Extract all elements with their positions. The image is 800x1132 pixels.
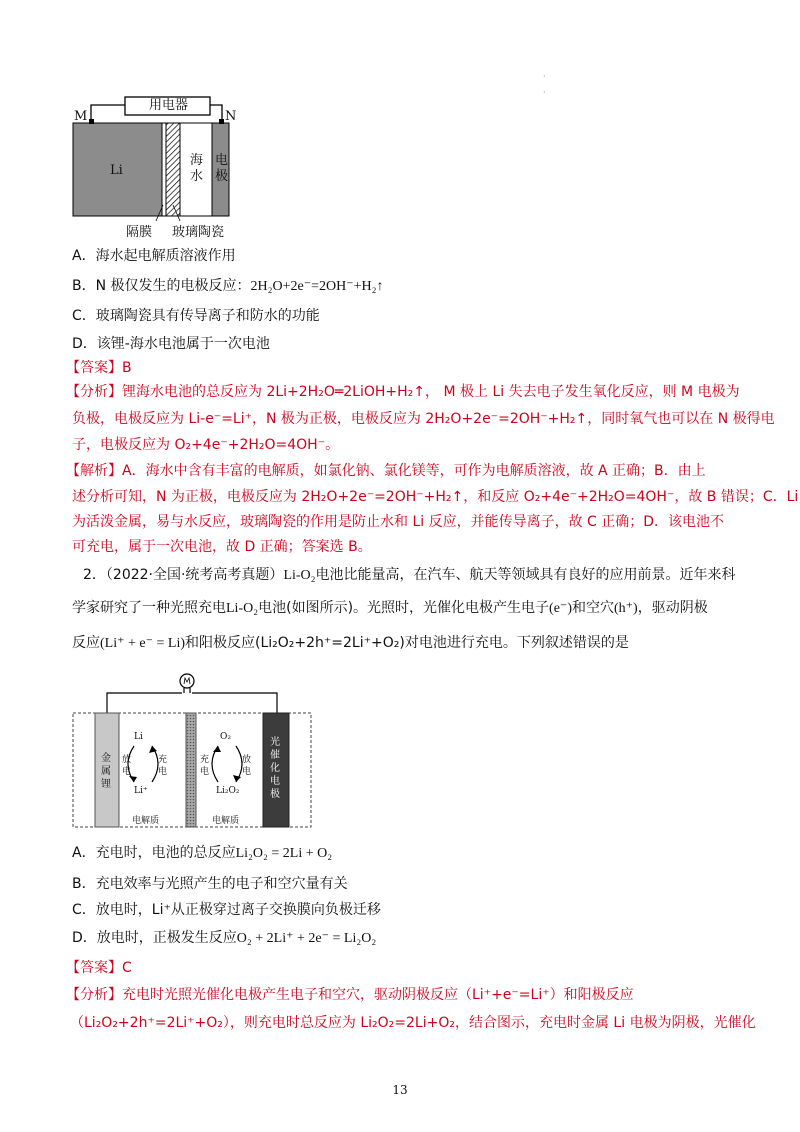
separator-label: 隔膜 [126,225,153,240]
q1-solution-line-1: 【解析】A．海水中含有丰富的电解质，如氯化钠、氯化镁等，可作为电解质溶液，故 A 正确；B．由上 [66,463,706,479]
q1-solution-line-2: 述分析可知，N 为正极，电极反应为 2H₂O+2e⁻=2OH⁻+H₂↑，和反应 O₂+4e⁻+2H₂O=4OH⁻，故 B 错误；C．Li [72,489,799,505]
q2-battery-formula-2: Li-O₂ [226,601,259,616]
electrolyte-label-left: 电解质 [132,816,160,826]
q2-stem-text-2d: ，驱动阴极 [637,600,708,616]
q2-option-a-equation: Li₂O₂ = 2Li + O₂ [235,846,333,861]
q2-battery-formula: Li-O₂ [283,568,316,583]
q2-option-d-text: D．放电时，正极发生反应 [72,930,237,946]
q1-answer: 【答案】B [66,360,132,376]
q1-analysis-line-1: 【分析】锂海水电池的总反应为 2Li+2H₂O═2LiOH+H₂↑， M 极上 Li 失去电子发生氧化反应，则 M 电极为 [66,384,740,400]
figure-li-o2-battery [72,666,312,834]
q2-analysis-line-2: （Li₂O₂+2h⁺=2Li⁺+O₂），则充电时总反应为 Li₂O₂=2Li+O₂，结合图示，充电时金属 Li 电极为阴极，光催化 [70,1015,756,1031]
o2-label: O₂ [220,732,231,742]
q2-stem-line-1 [83,565,736,586]
q2-source: 2．（2022·全国·统考高考真题） [83,567,284,583]
q1-analysis-line-2: 负极，电极反应为 Li-e⁻=Li⁺，N 极为正极，电极反应为 2H₂O+2e⁻=2OH⁻+H₂↑，同时氧气也可以在 N 极得电 [72,411,775,427]
q2-option-d [72,928,376,949]
q2-option-d-equation: O₂ + 2Li⁺ + 2e⁻ = Li₂O₂ [236,931,377,946]
li2o2-label: Li₂O₂ [216,786,240,796]
seawater-label: 海水 [190,153,204,184]
q1-option-b-equation: 2H₂O+2e⁻=2OH⁻+H₂↑ [250,279,384,294]
ceramic-label: 玻璃陶瓷 [172,225,225,240]
q2-option-a [72,843,332,864]
q2-stem-text-1: 电池比能量高，在汽车、航天等领域具有良好的应用前景。近年来科 [315,567,736,583]
figure-li-seawater-battery [60,95,250,240]
q2-option-b: B．充电效率与光照产生的电子和空穴量有关 [72,876,348,892]
q2-option-a-text: A．充电时，电池的总反应 [72,845,236,861]
q2-option-c: C．放电时，Li⁺从正极穿过离子交换膜向负极迁移 [72,902,381,918]
electrolyte-label-right: 电解质 [212,816,240,826]
charge-label-right: 充电 [200,755,210,777]
q2-stem-text-3a: 反应 [72,635,100,651]
q1-option-a: A．海水起电解质溶液作用 [72,248,236,264]
q2-stem-text-3b: 和阳极反应(Li₂O₂+2h⁺=2Li⁺+O₂)对电池进行充电。下列叙述错误的是 [185,635,629,651]
q2-analysis-line-1: 【分析】充电时光照光催化电极产生电子和空穴，驱动阴极反应（Li⁺+e⁻=Li⁺）和阳极反应 [66,987,634,1003]
discharge-label-left: 放电 [122,755,132,777]
photo-electrode-label: 光催化电极 [270,737,280,800]
discharge-label-right: 放电 [242,755,252,777]
q1-solution-line-3: 为活泼金属，易与水反应，玻璃陶瓷的作用是防止水和 Li 反应，并能传导离子，故 C 正确；D．该电池不 [72,514,725,530]
q2-stem-line-2 [72,598,708,619]
page-number: 13 [392,1083,408,1097]
device-label: 用电器 [148,98,188,113]
q2-stem-text-2c: 和空穴 [571,600,614,616]
li-ion-label: Li⁺ [134,786,148,796]
q2-answer: 【答案】C [66,960,132,976]
li-label: Li [110,163,123,178]
q1-option-b [72,276,384,297]
q2-stem-text-2b: 电池(如图所示)。光照时，光催化电极产生电子 [258,600,550,616]
q1-option-c: C．玻璃陶瓷具有传导离子和防水的功能 [72,308,320,324]
electrode-label: 电极 [215,153,229,184]
q2-stem-line-3 [72,633,629,654]
q2-electron-symbol: (e⁻) [549,601,572,616]
header-marks: · · [543,72,546,97]
q1-analysis-line-3: 子，电极反应为 O₂+4e⁻+2H₂O=4OH⁻。 [72,437,340,453]
q1-option-b-text: B．N 极仅发生的电极反应： [72,278,251,294]
metal-lithium-label: 金属锂 [101,753,111,790]
terminal-n-label: N [225,109,237,124]
q2-stem-text-2a: 学家研究了一种光照充电 [72,600,226,616]
q1-solution-line-4: 可充电，属于一次电池，故 D 正确；答案选 B。 [72,539,372,555]
terminal-m-label: M [74,109,88,124]
q1-option-d: D．该锂-海水电池属于一次电池 [72,336,270,352]
li-species-label: Li [134,732,143,742]
charge-label-left: 充电 [158,755,168,777]
q2-hole-symbol: (h⁺) [613,601,638,616]
q2-cathode-equation: (Li⁺ + e⁻ = Li) [100,636,185,651]
